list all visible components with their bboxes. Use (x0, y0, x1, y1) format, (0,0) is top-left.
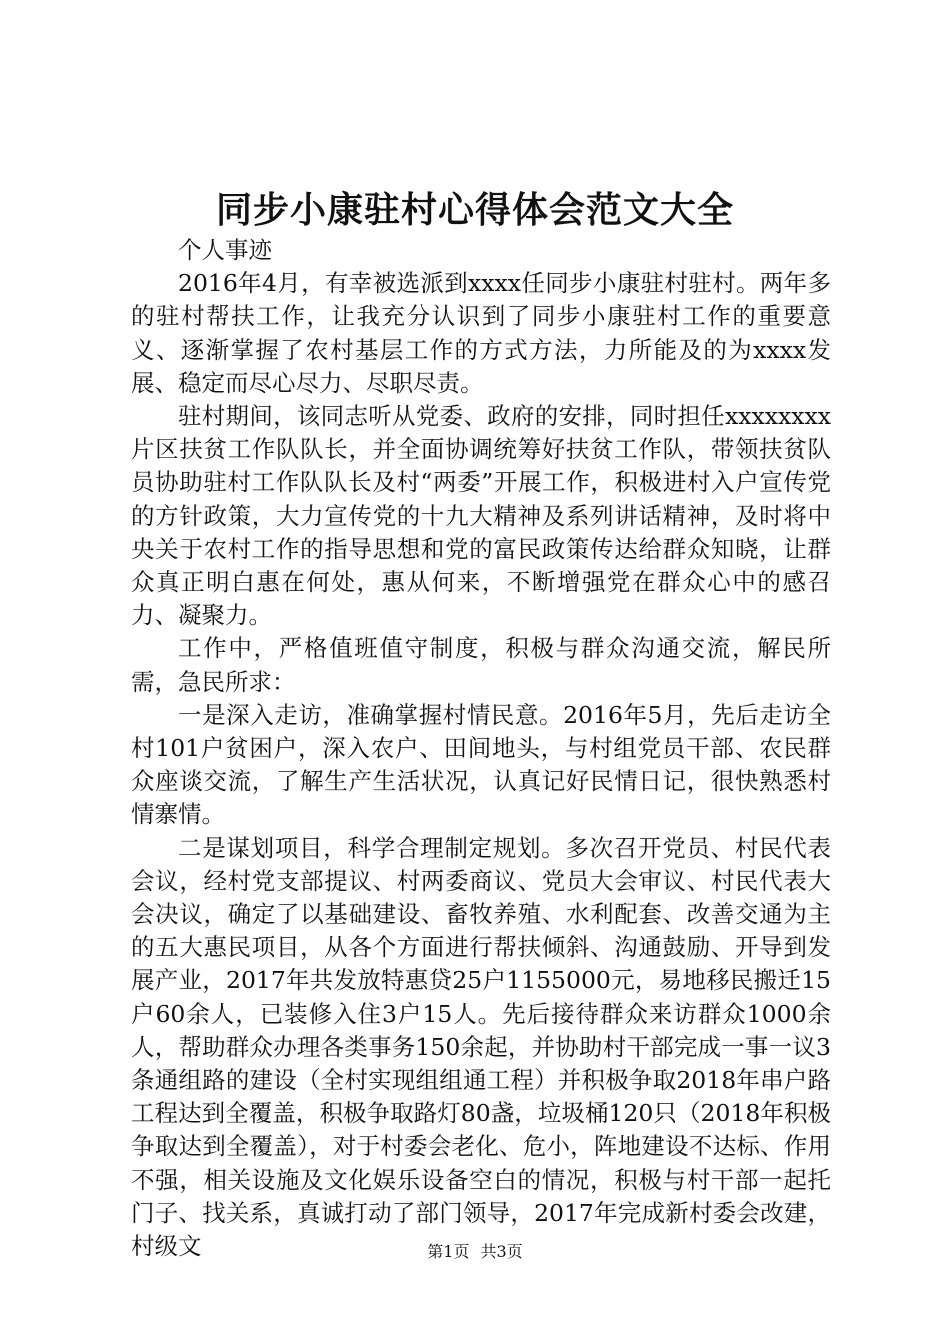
paragraph: 工作中，严格值班值守制度，积极与群众沟通交流，解民所需，急民所求： (131, 634, 831, 696)
document-body (131, 234, 831, 1263)
paragraph: 驻村期间，该同志听从党委、政府的安排，同时担任xxxxxxxx片区扶贫工作队队长，并全面协调统筹好扶贫工作队，带领扶贫队员协助驻村工作队队长及村“两委”开展工作，积极进村入户宣传党的方针政策，大力宣传党的十九大精神及系列讲话精神，及时将中央关于农村工作的指导思想和党的富民政策传达给群众知晓，让群众真正明白惠在何处，惠从何来，不断增强党在群众心中的感召力、凝聚力。 (131, 402, 831, 630)
page-number: 第1页 (427, 1242, 470, 1261)
section-heading: 个人事迹 (178, 236, 272, 264)
paragraph: 2016年4月，有幸被选派到xxxx任同步小康驻村驻村。两年多的驻村帮扶工作，让我充分认识到了同步小康驻村工作的重要意义、逐渐掌握了农村基层工作的方式方法，力所能及的为xxxx发展、稳定而尽心尽力、尽职尽责。 (131, 269, 831, 397)
page-total: 共3页 (480, 1242, 523, 1261)
paragraph: 一是深入走访，准确掌握村情民意。2016年5月，先后走访全村101户贫困户，深入农户、田间地头，与村组党员干部、农民群众座谈交流，了解生产生活状况，认真记好民情日记，很快熟悉村情寨情。 (131, 700, 831, 829)
page-footer (0, 1240, 950, 1264)
paragraph: 二是谋划项目，科学合理制定规划。多次召开党员、村民代表会议，经村党支部提议、村两委商议、党员大会审议、村民代表大会决议，确定了以基础建设、畜牧养殖、水利配套、改善交通为主的五大惠民项目，从各个方面进行帮扶倾斜、沟通鼓励、开导到发展产业，2017年共发放特惠贷25户1155000元，易地移民搬迁15户60余人，已装修入住3户15人。先后接待群众来访群众1000余人，帮助群众办理各类事务150余起，并协助村干部完成一事一议3条通组路的建设（全村实现组组通工程）并积极争取2018年串户路工程达到全覆盖，积极争取路灯80盏，垃圾桶120只（2018年积极争取达到全覆盖），对于村委会老化、危小，阵地建设不达标、作用不强，相关设施及文化娱乐设备空白的情况，积极与村干部一起托门子、找关系，真诚打动了部门领导，2017年完成新村委会改建，村级文 (131, 833, 831, 1261)
page-title: 同步小康驻村心得体会范文大全 (215, 189, 734, 231)
